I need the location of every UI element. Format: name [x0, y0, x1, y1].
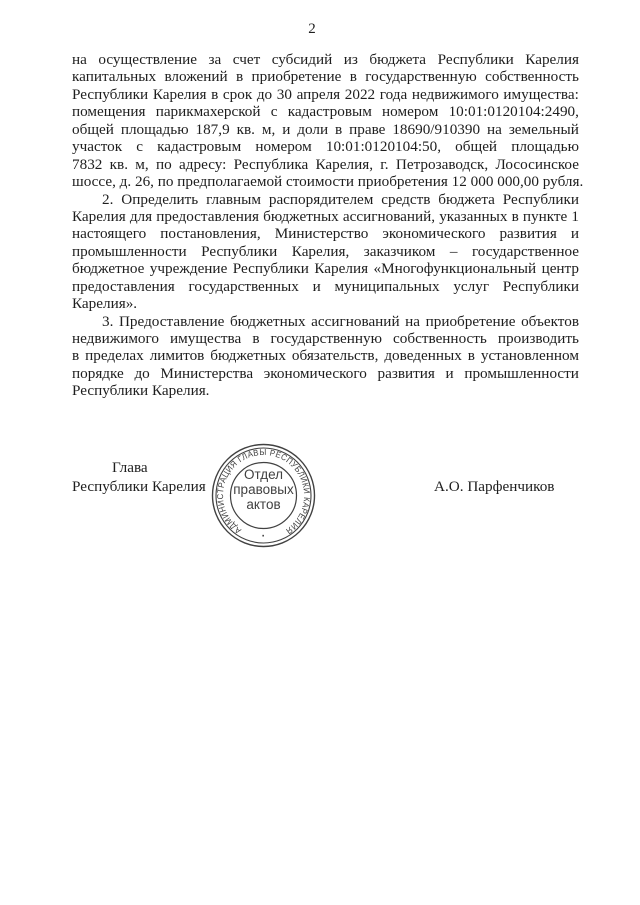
- page-number: 2: [308, 21, 316, 37]
- text-line: капитальных вложений в приобретение в государственную собственность: [72, 68, 579, 86]
- text-line: настоящего постановления, Министерство экономического развития и: [72, 225, 579, 243]
- official-stamp: [208, 440, 319, 551]
- stamp-separator-dot: ·: [261, 530, 266, 543]
- text-line: участок с кадастровым номером 10:01:0120104:50, общей площадью: [72, 138, 579, 156]
- text-line: недвижимого имущества в государственную собственность производить: [72, 330, 579, 347]
- svg-text:правовых: правовых: [233, 482, 294, 497]
- document-paragraphs: [72, 51, 584, 400]
- stamp-ring-text: АДМИНИСТРАЦИЯ ГЛАВЫ РЕСПУБЛИКИ КАРЕЛИЯ: [214, 446, 313, 537]
- signer-title-line: Республики Карелия: [72, 477, 206, 495]
- signature-block: [72, 459, 579, 496]
- text-line: порядке до Министерства экономического развития и промышленности: [72, 364, 579, 382]
- text-line: Республики Карелия.: [72, 382, 210, 400]
- text-line: общей площадью 187,9 кв. м, и доли в праве 18690/910390 на земельный: [72, 120, 579, 138]
- text-line: Карелия».: [72, 295, 138, 313]
- text-line: в пределах лимитов бюджетных обязательств, доведенных в установленном: [72, 347, 579, 365]
- text-line: 7832 кв. м, по адресу: Республика Карелия, г. Петрозаводск, Лососинское: [72, 155, 579, 173]
- text-line: 3. Предоставление бюджетных ассигнований на приобретение объектов: [102, 312, 579, 330]
- text-line: Карелия для предоставления бюджетных ассигнований, указанных в пункте 1: [72, 207, 579, 225]
- text-line: на осуществление за счет субсидий из бюджета Республики Карелия: [72, 51, 579, 68]
- text-line: Республики Карелия в срок до 30 апреля 2022 года недвижимого имущества:: [72, 85, 579, 103]
- stamp-center-text: [233, 467, 294, 512]
- svg-text:актов: актов: [246, 497, 281, 512]
- svg-text:Отдел: Отдел: [243, 467, 284, 482]
- text-line: предоставления государственных и муниципальных услуг Республики: [72, 277, 579, 295]
- text-line: 2. Определить главным распорядителем средств бюджета Республики: [102, 190, 579, 208]
- signer-title-line: Глава: [112, 459, 148, 476]
- text-line: промышленности Республики Карелия, заказчиком – государственное: [72, 242, 579, 260]
- signer-name: А.О. Парфенчиков: [434, 477, 555, 495]
- text-line: помещения парикмахерской с кадастровым номером 10:01:0120104:2490,: [72, 103, 579, 121]
- text-line: шоссе, д. 26, по предполагаемой стоимости приобретения 12 000 000,00 рубля.: [72, 173, 584, 191]
- text-line: бюджетное учреждение Республики Карелия «Многофункциональный центр: [72, 260, 579, 278]
